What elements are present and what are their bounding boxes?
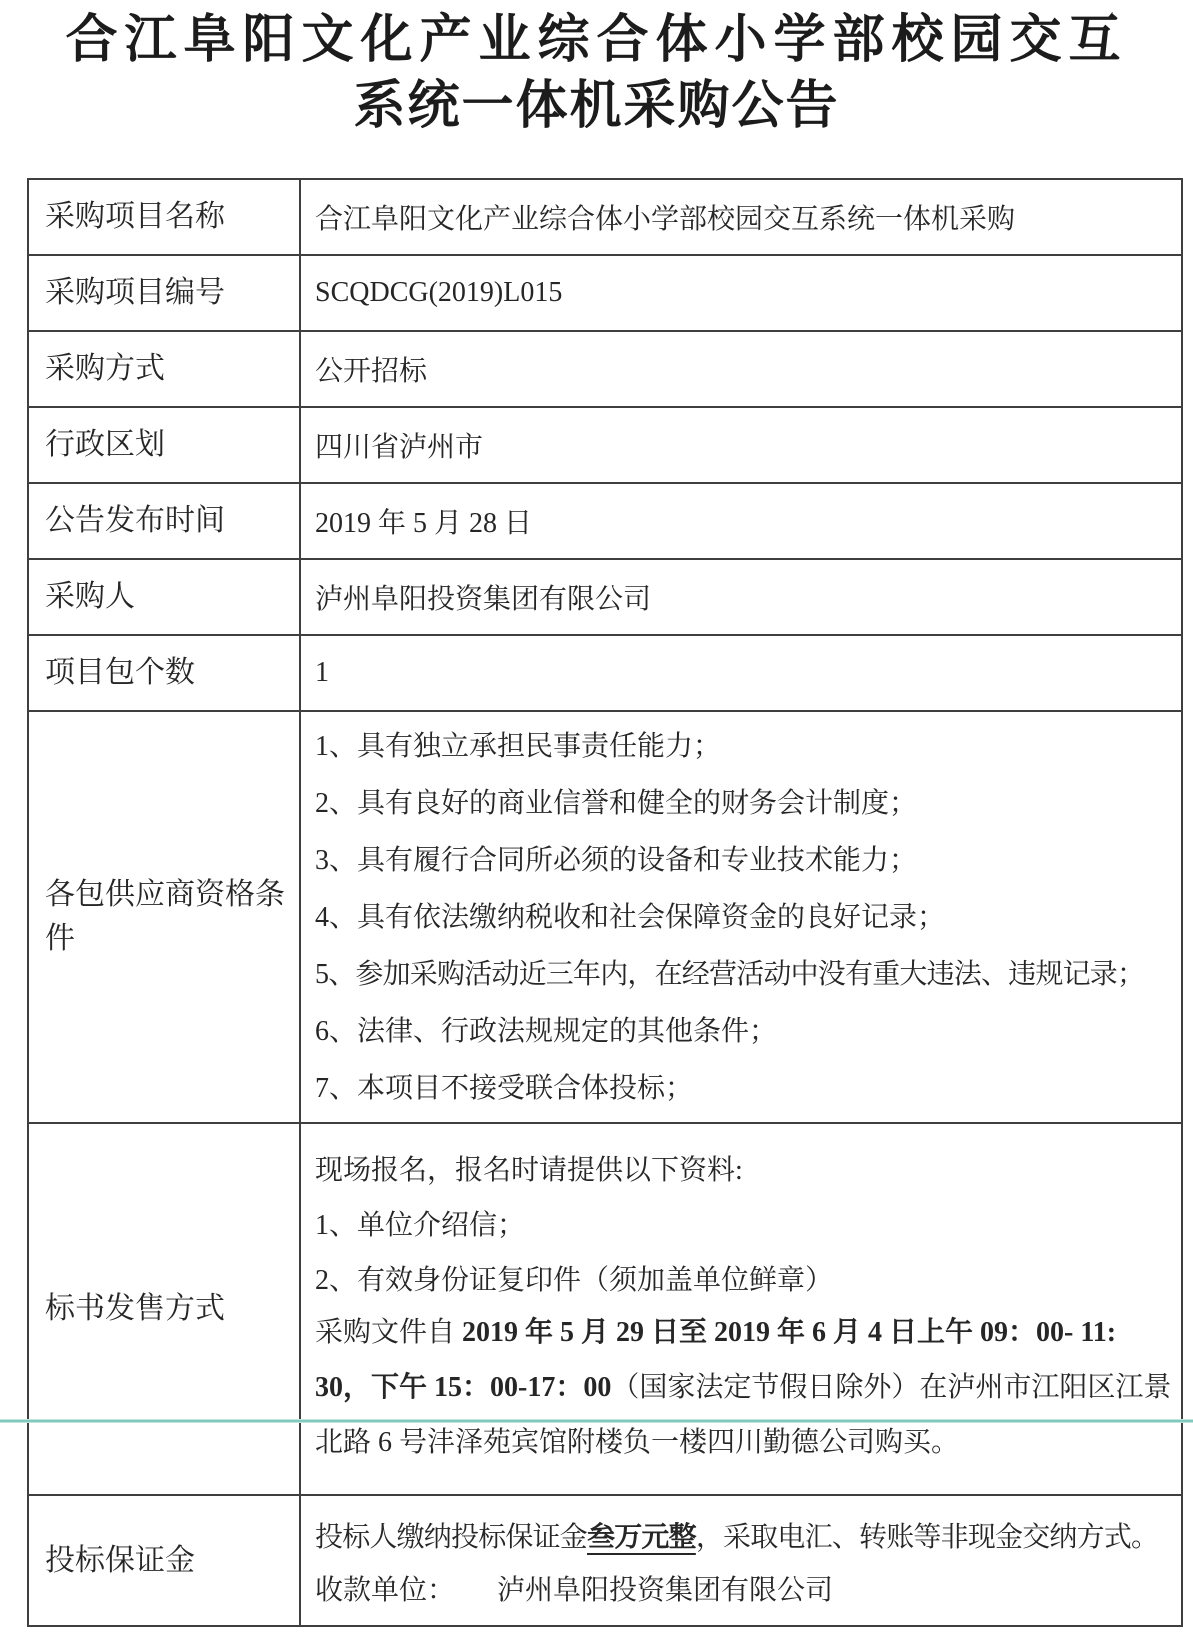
row-value <box>301 1124 1181 1494</box>
row-value <box>301 712 1181 1122</box>
table-row-procurement-method <box>29 332 1181 408</box>
row-label: 采购方式 <box>29 332 301 406</box>
table-row-package-count <box>29 636 1181 712</box>
row-label: 采购项目名称 <box>29 180 301 254</box>
row-value: 2019 年 5 月 28 日 <box>315 508 533 539</box>
sale-item: 2、有效身份证复印件（须加盖单位鲜章） <box>315 1264 834 1296</box>
purchase-text-prefix: 采购文件自 <box>315 1317 463 1348</box>
qualification-item: 4、具有依法缴纳税收和社会保障资金的良好记录； <box>315 901 946 933</box>
deposit-amount-line <box>315 1508 1177 1561</box>
row-value: SCQDCG(2019)L015 <box>315 277 563 308</box>
table-row-document-sale <box>29 1124 1181 1496</box>
qualification-item: 6、法律、行政法规规定的其他条件； <box>315 1015 778 1047</box>
announcement-table <box>27 178 1183 1627</box>
deposit-text-prefix: 投标人缴纳投标保证金 <box>315 1521 588 1553</box>
table-row-project-number <box>29 256 1181 332</box>
page-title <box>0 8 1193 140</box>
purchase-text-rest: （国家法定节假日除外）在泸州市江阳区江景北路 6 号沣泽苑宾馆附楼负一楼四川勤德公司购买。 <box>315 1372 1172 1458</box>
row-label: 项目包个数 <box>29 636 301 710</box>
row-label: 标书发售方式 <box>29 1124 301 1494</box>
row-label: 行政区划 <box>29 408 301 482</box>
qualification-item: 3、具有履行合同所必须的设备和专业技术能力； <box>315 844 918 876</box>
page-title-line-2: 系统一体机采购公告 <box>353 78 840 135</box>
row-value: 1 <box>315 657 329 688</box>
row-value: 合江阜阳文化产业综合体小学部校园交互系统一体机采购 <box>315 204 1016 235</box>
row-value <box>301 1496 1181 1625</box>
payee-value: 泸州阜阳投资集团有限公司 <box>497 1574 834 1606</box>
row-value: 泸州阜阳投资集团有限公司 <box>315 584 652 615</box>
row-value: 四川省泸州市 <box>315 432 484 463</box>
page-title-line-1: 合江阜阳文化产业综合体小学部校园交互 <box>65 12 1128 69</box>
row-value: 公开招标 <box>315 356 428 387</box>
row-label: 采购项目编号 <box>29 256 301 330</box>
table-row-publish-date <box>29 484 1181 560</box>
table-row-purchaser <box>29 560 1181 636</box>
qualification-item: 5、参加采购活动近三年内，在经营活动中没有重大违法、违规记录； <box>315 958 1145 990</box>
qualification-item: 7、本项目不接受联合体投标； <box>315 1072 694 1104</box>
qualification-item: 1、具有独立承担民事责任能力； <box>315 730 722 762</box>
sale-purchase-paragraph <box>315 1305 1177 1470</box>
row-label: 公告发布时间 <box>29 484 301 558</box>
row-label: 采购人 <box>29 560 301 634</box>
table-row-administrative-region <box>29 408 1181 484</box>
sale-intro: 现场报名，报名时请提供以下资料: <box>315 1154 743 1186</box>
table-row-project-name <box>29 180 1181 256</box>
deposit-amount: 叁万元整 <box>587 1521 696 1553</box>
sale-item: 1、单位介绍信； <box>315 1209 526 1241</box>
payee-label: 收款单位： <box>315 1574 456 1606</box>
qualification-item: 2、具有良好的商业信誉和健全的财务会计制度； <box>315 787 918 819</box>
deposit-payee-line <box>315 1561 1177 1614</box>
row-label: 各包供应商资格条件 <box>29 712 301 1122</box>
purchase-time-window: 2019 年 5 月 29 日至 2019 年 6 月 4 日上午 09：00- 11: 30，下午 15：00-17：00 <box>315 1317 1117 1403</box>
row-label: 投标保证金 <box>29 1496 301 1625</box>
deposit-text-suffix: ，采取电汇、转账等非现金交纳方式。 <box>695 1521 1159 1553</box>
table-row-bid-deposit <box>29 1496 1181 1625</box>
table-row-supplier-qualification <box>29 712 1181 1124</box>
